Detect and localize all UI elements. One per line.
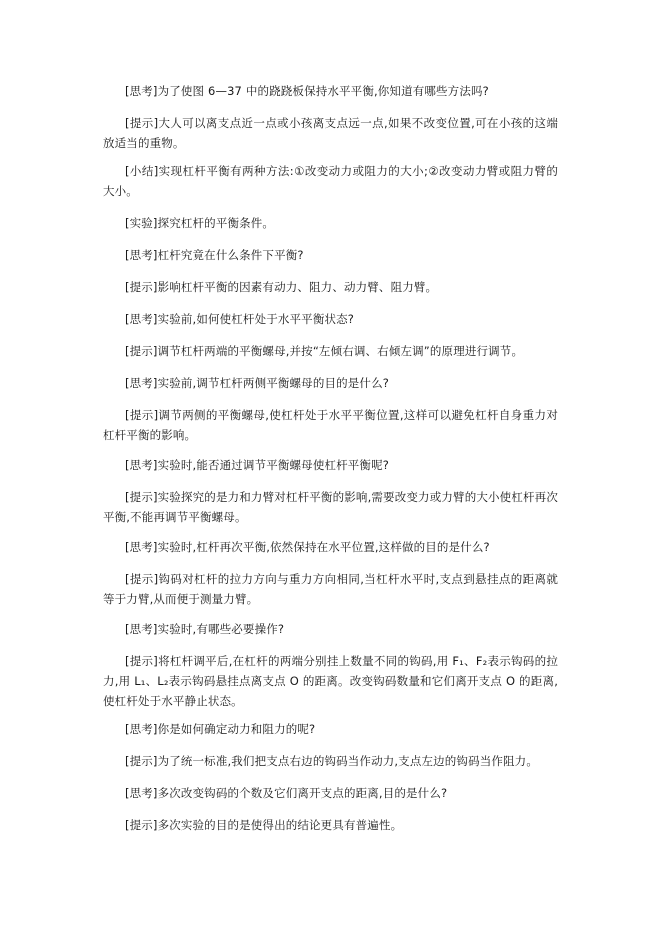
paragraph-think-nut-purpose: [思考]实验前,调节杠杆两侧平衡螺母的目的是什么? xyxy=(125,376,389,390)
paragraph-think-adjust-during: [思考]实验时,能否通过调节平衡螺母使杠杆平衡呢? xyxy=(125,458,389,472)
paragraph-hint-nut-purpose: [提示]调节两侧的平衡螺母,使杠杆处于水平平衡位置,这样可以避免杠杆自身重力对杠杆平衡的影响。 xyxy=(103,408,558,442)
paragraph-hint-forces: [提示]为了统一标准,我们把支点右边的钩码当作动力,支点左边的钩码当作阻力。 xyxy=(125,754,538,768)
paragraph-hint-factors: [提示]影响杠杆平衡的因素有动力、阻力、动力臂、阻力臂。 xyxy=(125,280,438,294)
paragraph-experiment-title: [实验]探究杠杆的平衡条件。 xyxy=(125,216,275,230)
paragraph-hint-horizontal: [提示]钩码对杠杆的拉力方向与重力方向相同,当杠杆水平时,支点到悬挂点的距离就等于力臂,从而便于测量力臂。 xyxy=(103,572,558,606)
paragraph-think-operations: [思考]实验时,有哪些必要操作? xyxy=(125,622,285,636)
paragraph-summary-methods: [小结]实现杠杆平衡有两种方法:①改变动力或阻力的大小;②改变动力臂或阻力臂的大小。 xyxy=(103,164,558,198)
paragraph-hint-repeat: [提示]多次实验的目的是使得出的结论更具有普遍性。 xyxy=(125,818,403,832)
paragraph-think-repeat: [思考]多次改变钩码的个数及它们离开支点的距离,目的是什么? xyxy=(125,786,448,800)
paragraph-hint-adjust-during: [提示]实验探究的是力和力臂对杠杆平衡的影响,需要改变力或力臂的大小使杠杆再次平衡,不能再调节平衡螺母。 xyxy=(103,490,558,524)
paragraph-hint-seesaw: [提示]大人可以离支点近一点或小孩离支点远一点,如果不改变位置,可在小孩的这端放适当的重物。 xyxy=(103,116,558,150)
paragraph-hint-nuts: [提示]调节杠杆两端的平衡螺母,并按“左倾右调、右倾左调”的原理进行调节。 xyxy=(125,344,524,358)
paragraph-think-horizontal: [思考]实验时,杠杆再次平衡,依然保持在水平位置,这样做的目的是什么? xyxy=(125,540,490,554)
paragraph-think-forces: [思考]你是如何确定动力和阻力的呢? xyxy=(125,722,316,736)
paragraph-think-seesaw: [思考]为了使图 6—37 中的跷跷板保持水平平衡,你知道有哪些方法吗? xyxy=(125,84,489,98)
paragraph-think-level: [思考]实验前,如何使杠杆处于水平平衡状态? xyxy=(125,312,355,326)
paragraph-think-condition: [思考]杠杆究竟在什么条件下平衡? xyxy=(125,248,304,262)
paragraph-hint-operations: [提示]将杠杆调平后,在杠杆的两端分别挂上数量不同的钩码,用 F₁、F₂表示钩码的拉力,用 L₁、L₂表示钩码悬挂点离支点 O 的距离。改变钩码数量和它们离开支点 O 的距离,使杠杆处于水平静止状态。 xyxy=(103,654,558,708)
